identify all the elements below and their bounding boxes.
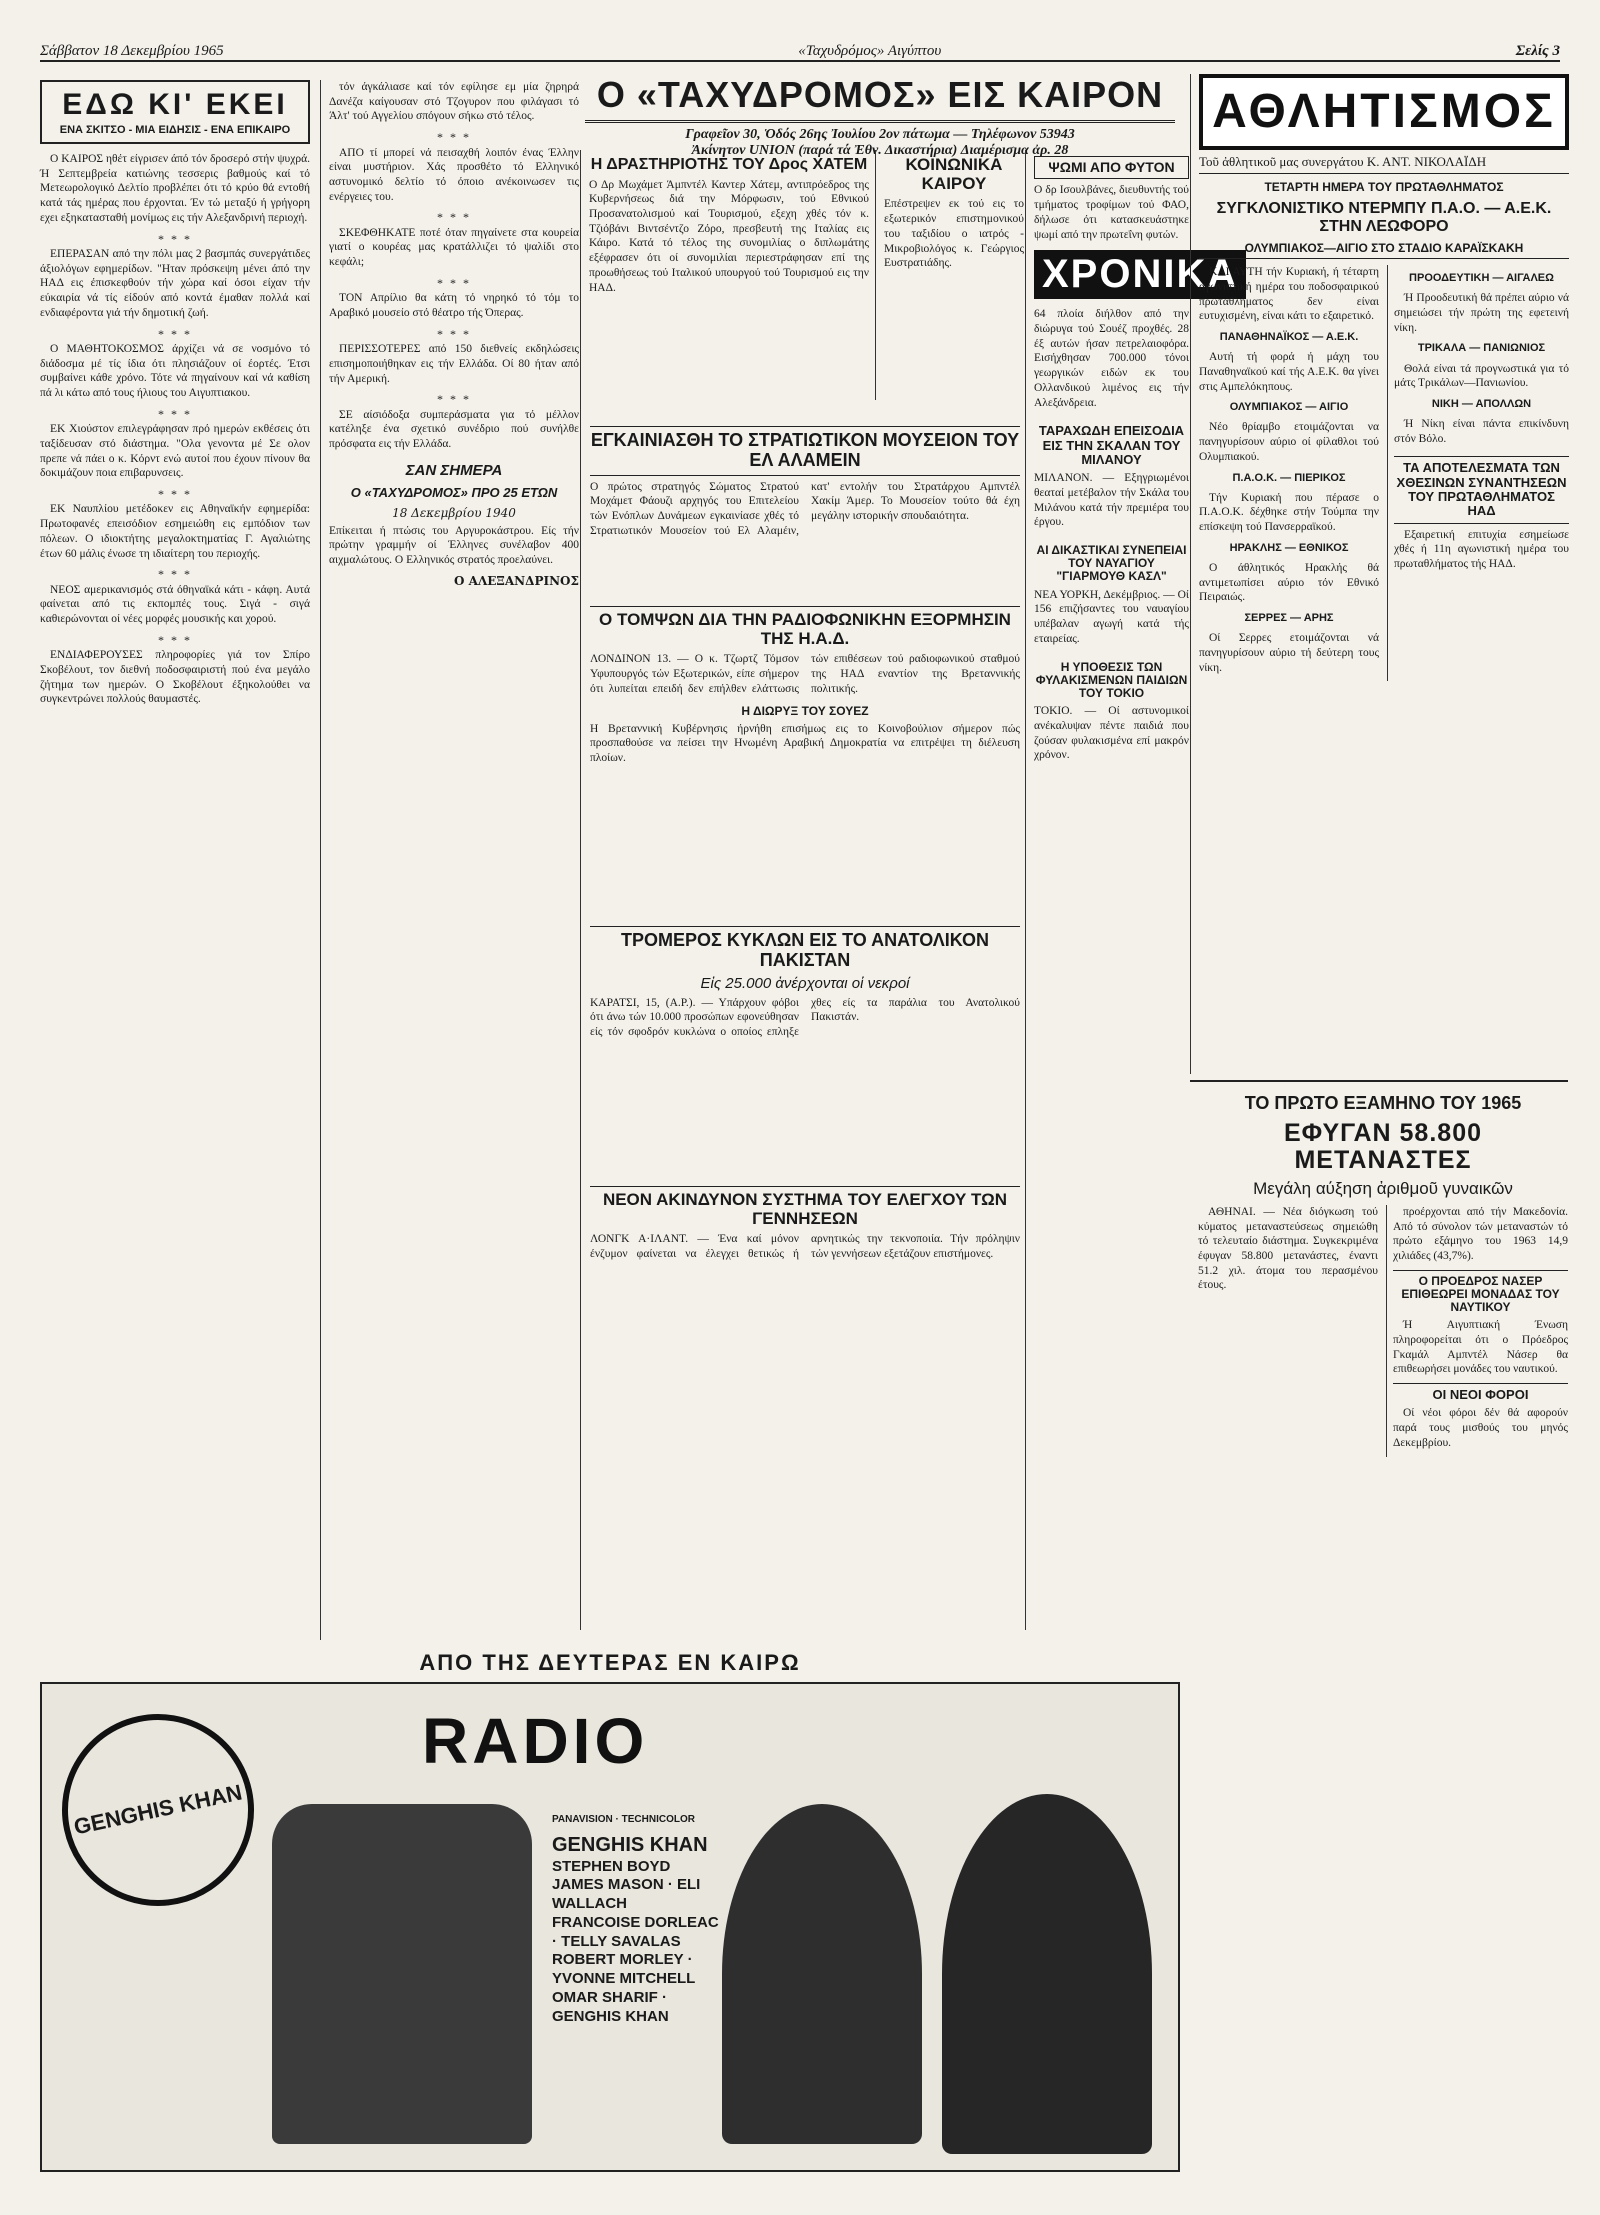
paragraph: προέρχονται από τήν Μακεδονία. Από τό σύνολον τών μεταναστών τό πρώτο εξάμηνο του 1963 14,9 χιλιάδες (43,7%).	[1393, 1205, 1568, 1262]
history-signature: Ο ΑΛΕΞΑΝΔΡΙΝΟΣ	[454, 573, 579, 588]
paragraph: ΝΕΟΣ αμερικανισμός στά όθηναϊκά κάτι - κάφη. Αυτά φαίνεται από τις εκπομπές τους. Σιγά - σιγά καθιερώνονται οί νέες μορφές μουσικής και χορού.	[40, 583, 310, 626]
poster-face	[722, 1804, 922, 2144]
middle-left-column: τόν άγκάλιασε καί τόν εφίλησε εμ μία ζηρηρά Δανέζα καίγουσαν στό Τζογυρον που φιλάγασι τό Άλτ' τού Αγγελίου σπόγουν σήκω στό τέλος. * * * ΑΠΟ τί μπορεί νά πεισαχθή λοιπόν ένας Έλλην είναι μυστήριον. Χάς προσθέτο τό Ελληνικό αστυνομικό δελτίο τό όποιο ανέκοινωσεν τις ενέργειες του. * * * ΣΚΕΦΘΗΚΑΤΕ ποτέ όταν πηγαίνετε στα κουρεία γιατί ο κουρέας μας κρατάλλιζει τό ψαλίδι στο κεφάλι; * * * ΤΟΝ Απρίλιο θα κάτη τό νηρηκό τό τόμ το Αραβικό μουσείο στό θέατρο τής Όπερας. * * * ΠΕΡΙΣΣΟΤΕΡΕΣ από 150 διεθνείς εκδηλώσεις επισημοποιήθηκαν εις τήν Ελλάδα. Οί 80 ήταν από τήν Αμερική. * * * ΣΕ αίσιόδοξα συμπεράσματα για τό μέλλον κατέληξε ένα σχετικό συνέδριο πού συνήλθε πρόσφατα εις τήν Ελλάδα. ΣΑΝ ΣΗΜΕΡΑ Ο «ΤΑΧΥΔΡΟΜΟΣ» ΠΡΟ 25 ΕΤΩΝ 18 Δεκεμβρίου 1940 Επίκειται ή πτώσις του Αργυροκάστρου. Είς τήν πρώτην γραμμήν οί Έλληνες συνέλαβον 400 αιχμαλώτους. Ο Ελληνικός στρατός προελαύνει. Ο ΑΛΕΞΑΝΔΡΙΝΟΣ	[320, 80, 579, 1640]
office-address-2: Ἀκίνητον UNION (παρά τά Ἐθν. Δικαστήρια) Διαμέρισμα ἀρ. 28	[691, 143, 1069, 158]
article-title: ΟΙ ΝΕΟΙ ΦΟΡΟΙ	[1393, 1383, 1568, 1402]
credit-line: STEPHEN BOYD	[552, 1857, 671, 1875]
section-subtitle: ΕΝΑ ΣΚΙΤΣΟ - ΜΙΑ ΕΙΔΗΣΙΣ - ΕΝΑ ΕΠΙΚΑΙΡΟ	[59, 124, 291, 136]
match-title: ΣΕΡΡΕΣ — ΑΡΗΣ	[1244, 612, 1334, 624]
center-column-b	[875, 150, 1024, 400]
article-title: ΑΙ ΔΙΚΑΣΤΙΚΑΙ ΣΥΝΕΠΕΙΑΙ ΤΟΥ ΝΑΥΑΓΙΟΥ "ΓΙΑΡΜΟΥΘ ΚΑΣΛ"	[1036, 543, 1187, 584]
article-text: Η Βρεταννική Κυβέρνησις ήρνήθη επισήμως εις το Κοινοβούλιον σήμερον πώς προσπαθούσε να πείσει την Ηνωμένη Αραβική Δημοκρατία να επιτρέψει τη διέλευση πλοίων.	[590, 722, 1020, 765]
history-date: 18 Δεκεμβρίου 1940	[392, 505, 516, 520]
article-title: Ο ΤΟΜΨΩΝ ΔΙΑ ΤΗΝ ΡΑΔΙΟΦΩΝΙΚΗΝ ΕΞΟΡΜΗΣΙΝ ΤΗΣ Η.Α.Δ.	[590, 606, 1020, 648]
paragraph: Ή Προοδευτική θά πρέπει αύριο νά σημειώσει τήν πρώτη της εφετεινή νίκη.	[1394, 292, 1569, 334]
paragraph: ΚΑΙ ΑΥΤΗ τήν Κυριακή, ή τέταρτη αγωνιστική ημέρα του ποδοσφαιρικού πρωταθλήματος δεν είναι ευτυχισμένη, είναι κάτι το εξαιρετικό.	[1199, 266, 1379, 323]
poster-face	[942, 1794, 1152, 2154]
paragraph: Θολά είναι τά προγνωστικά για τό μάτς Τρικάλων—Πανιωνίου.	[1394, 362, 1569, 390]
credit-line: ROBERT MORLEY · YVONNE MITCHELL	[552, 1951, 696, 1987]
paragraph: ΠΕΡΙΣΣΟΤΕΡΕΣ από 150 διεθνείς εκδηλώσεις επισημοποιήθηκαν εις τήν Ελλάδα. Οί 80 ήταν από τήν Αμερική.	[329, 343, 579, 385]
results-title: ΤΑ ΑΠΟΤΕΛΕΣΜΑΤΑ ΤΩΝ ΧΘΕΣΙΝΩΝ ΣΥΝΑΝΤΗΣΕΩΝ ΤΟΥ ΠΡΩΤΑΘΛΗΜΑΤΟΣ ΗΑΔ	[1394, 456, 1569, 523]
paragraph: ΕΚ Ναυπλίου μετέδοκεν εις Αθηναϊκήν εφημερίδα: Πρωτοφανές επεισόδιον εσημειώθη εις εμπόδιον των πόλεων. Ο ιδιοκτήτης μεγαλοκτηματίας Γ. Αγαλιώτης έτων 60 μάλις ένωσε τη ιδιαίτερη του περιοχής.	[40, 503, 310, 560]
article-text: Ο δρ Ισουλβάνες, διευθυντής τού τμήματος τροφίμων τού ΦΑΟ, δήλωσε ότι κατασκευάστηκε ψωμί από την πρωτεΐνη φυτών.	[1034, 184, 1189, 241]
credit-line: GENGHIS KHAN	[552, 1833, 708, 1856]
match-title: ΠΑΝΑΘΗΝΑΪΚΟΣ — Α.Ε.Κ.	[1219, 331, 1359, 344]
paragraph: Ο ΚΑΙΡΟΣ ηθέτ είγρισεν άπό τόν δροσερό στήν ψυχρά. Ή Σεπτεμβρεία κατιώνης τεσσερις βαθμούς καί τό Μετεωρολογικό Δελτίο προβλέπει ότι τό κρύο θά εντοθή κατά τάς ημέρας που έρχονται. Έν τώ μεταξύ ή γρήγορη εχει εξηκατασταθή μονίμως εις τήν Αλεξανδρινή περιοχή.	[40, 153, 310, 224]
paragraph: ΕΠΕΡΑΣΑΝ από την πόλι μας 2 βασμπάς συνεργάτιδες άξιολόγων εφημερίδων. "Ηταν πρόσκεψη μένει άπό την ΗΑΔ εις έπισκεφθούν τήν χώρα καί όσοι είχαν τήν εύκαιρία νά τίς είδούν από κοντά έμαθαν πολλά καί ενδιαφέροντα γιά τήν δημοτική ζωή.	[40, 247, 310, 319]
sports-main-headline: ΣΥΓΚΛΟΝΙΣΤΙΚΟ ΝΤΕΡΜΠΥ Π.Α.Ο. — Α.Ε.Κ. ΣΤΗΝ ΛΕΩΦΟΡΟ	[1216, 200, 1552, 235]
issue-date: Σάββατον 18 Δεκεμβρίου 1965	[40, 43, 224, 59]
page-number: Σελίς 3	[1515, 43, 1560, 59]
cinema-name: RADIO	[422, 1705, 649, 1777]
article-text: Ο Δρ Μωχάμετ Άμπντέλ Καντερ Χάτεμ, αντιπρόεδρος της Κυβερνήσεως διά την Μόρφωσιν, τού Εθνικού Προσανατολισμού καί Τουρισμού, εξεχη χθές τόν κ. Τζιόβάνι Βιντσέντζο Ζόρο, πρεσβευτή της Ιταλίας εις Κάιρο. Κατά τό τέλος της συνομιλίας ο διπλωμάτης εξέφρασεν ότι οί συνομιλίαι περιεστράφησαν επί της προωθήσεως τού Ιταλικού υπουργού τού Τουρισμού εις την ΗΑΔ.	[589, 178, 869, 294]
cyclone-article	[590, 920, 1020, 1170]
paragraph: ΑΘΗΝΑΙ. — Νέα διόγκωση τού κύματος μεταναστεύσεως σημειώθη τό τελευταίο διάστημα. Συγκεκριμένα έφυγαν 58.800 μετανάστες, έναντι 51.2 χιλ. άτομα του περασμένου έτους.	[1198, 1205, 1378, 1292]
film-tag: PANAVISION · TECHNICOLOR	[552, 1814, 695, 1825]
sports-day: ΤΕΤΑΡΤΗ ΗΜΕΡΑ ΤΟΥ ΠΡΩΤΑΘΛΗΜΑΤΟΣ	[1264, 180, 1504, 194]
article-title: ΤΑΡΑΧΩΔΗ ΕΠΕΙΣΟΔΙΑ ΕΙΣ ΤΗΝ ΣΚΑΛΑΝ ΤΟΥ ΜΙΛΑΝΟΥ	[1038, 423, 1185, 467]
article-text: ΤΟΚΙΟ. — Οί αστυνομικοί ανέκαλυψαν πέντε παιδιά που ζούσαν φυλακισμένα επί μακρόν χρόνον.	[1034, 705, 1189, 762]
credit-line: OMAR SHARIF · GENGHIS KHAN	[552, 1988, 669, 2025]
sports-section	[1190, 74, 1569, 1074]
paragraph: Οί νέοι φόροι δέν θά αφορούν παρά τους μισθούς του μηνός Δεκεμβρίου.	[1393, 1407, 1568, 1449]
emigrants-article	[1190, 1080, 1568, 2188]
section-title-box	[40, 80, 310, 144]
match-title: ΝΙΚΗ — ΑΠΟΛΛΩΝ	[1431, 397, 1532, 410]
film-logo: GENGHIS KHAN	[44, 1696, 272, 1924]
match-title: ΠΡΟΟΔΕΥΤΙΚΗ — ΑΙΓΑΛΕΩ	[1409, 272, 1554, 285]
article-title: Η ΥΠΟΘΕΣΙΣ ΤΩΝ ΦΥΛΑΚΙΣΜΕΝΩΝ ΠΑΙΔΙΩΝ ΤΟΥ ΤΟΚΙΟ	[1035, 659, 1188, 700]
history-title: ΣΑΝ ΣΗΜΕΡΑ	[405, 461, 503, 479]
article-title: ΝΕΟΝ ΑΚΙΝΔΥΝΟΝ ΣΥΣΤΗΜΑ ΤΟΥ ΕΛΕΓΧΟΥ ΤΩΝ ΓΕΝΝΗΣΕΩΝ	[590, 1186, 1020, 1228]
article-text: ΜΙΛΑΝΟΝ. — Εξηγριωμένοι θεαταί μετέβαλον τήν Σκάλα του Μιλάνου κατά τήν πρεμιέρα του έργου.	[1034, 472, 1189, 529]
page-masthead	[40, 38, 1560, 62]
poster-figures	[272, 1804, 532, 2144]
article-subtitle: Μεγάλη αύξηση ἀριθμοῦ γυναικῶν	[1253, 1178, 1513, 1198]
paragraph: Αυτή τή φορά ή μάχη του Παναθηναϊκού καί τής Α.Ε.Κ. θα γίνει στις Αμπελόκηπους.	[1199, 351, 1379, 393]
office-address: Γραφεῖον 30, Ὁδός 26ης Ἰουλίου 2ον πάτωμα — Τηλέφωνον 53943	[685, 127, 1075, 142]
article-text: ΛΟΝΔΙΝΟΝ 13. — Ο κ. Τζωρτζ Τόμσον Υφυπουργός τών Εξωτερικών, είπε σήμερον ότι λυπείται επειδή δεν επήλθεν ελάττωσις τών επιθέσεων τού ραδιοφωνικού σταθμού της ΗΑΔ εναντίον της Βρεταννικής πολιτικής.	[590, 653, 1020, 695]
center-header	[585, 74, 1175, 159]
match-title: Π.Α.Ο.Κ. — ΠΙΕΡΙΚΟΣ	[1232, 471, 1346, 484]
article-text: Ο πρώτος στρατηγός Σώματος Στρατού Μοχάμετ Φάουζι αρχηγός του Επιτελείου τών Ενόπλων Δυνάμεων εγκαινίασε χθές τό Στρατιωτικόν Μουσείον τού Ελ Αλαμέιν, κατ' εντολήν του Στρατάρχου Αμπντέλ Χακίμ Άμερ. Το Μουσείον τούτο θά έχη μεγάλην ιστορικήν σπουδαιότητα.	[590, 480, 1020, 537]
match-title: ΗΡΑΚΛΗΣ — ΕΘΝΙΚΟΣ	[1229, 541, 1349, 554]
chronicle-banner: ΧΡΟΝΙΚΑ	[1034, 250, 1246, 299]
film-credits	[552, 1814, 722, 2026]
museum-article	[590, 420, 1020, 580]
article-title: Ο ΠΡΟΕΔΡΟΣ ΝΑΣΕΡ ΕΠΙΘΕΩΡΕΙ ΜΟΝΑΔΑΣ ΤΟΥ ΝΑΥΤΙΚΟΥ	[1393, 1270, 1568, 1315]
sports-subheadline: ΟΛΥΜΠΙΑΚΟΣ—ΑΙΓΙΟ ΣΤΟ ΣΤΑΔΙΟ ΚΑΡΑΪΣΚΑΚΗ	[1199, 241, 1569, 259]
paragraph: ΑΠΟ τί μπορεί νά πεισαχθή λοιπόν ένας Έλλην είναι μυστήριον. Χάς προσθέτο τό Ελληνικό αστυνομικό δελτίο τό όποιο ανέκοινωσεν τις ενέργειες του.	[329, 146, 579, 203]
film-cast	[42, 1684, 43, 1685]
left-articles: Ο ΚΑΙΡΟΣ ηθέτ είγρισεν άπό τόν δροσερό στήν ψυχρά. Ή Σεπτεμβρεία κατιώνης τεσσερις βαθμούς καί τό Μετεωρολογικό Δελτίο προβλέπει ότι τό κρύο θά εντοθή κατά τάς ημέρας που έρχονται. Έν τώ μεταξύ ή γρήγορη εχει εξηκατασταθή μονίμως εις τήν Αλεξανδρινή περιοχή. * * * ΕΠΕΡΑΣΑΝ από την πόλι μας 2 βασμπάς συνεργάτιδες άξιολόγων εφημερίδων. "Ηταν πρόσκεψη μένει άπό την ΗΑΔ εις έπισκεφθούν τήν χώρα καί όσοι είχαν τήν εύκαιρία νά τίς είδούν από κοντά έμαθαν πολλά καί ενδιαφέροντα γιά τήν δημοτική ζωή. * * * Ο ΜΑΘΗΤΟΚΟΣΜΟΣ άρχίζει νά σε νοσμόνο τό διάδοσμα μέ τίς ίδια ότι πλησιάζουν οί έορτές. Έτσι συμβαίνει κάθε χρόνο. Τότε νά πηγαίνουν καί νά καθίση πά λι κάτω από τους ήλιους του Αιγυπτιακου. * * * ΕΚ Χιούστον επιλεγράφησαν πρό ημερών εκθέσεις ότι ταξίδευσαν στό διάστημα. "Ολα γενοντα μέ Σε ολον πρεπε νά πάει ο κ. Κόρντ ενώ αυτοί που έχουν πίνουν θα δοκιμάζουν ποια επιβαρυνσεις. * * * ΕΚ Ναυπλίου μετέδοκεν εις Αθηναϊκήν εφημερίδα: Πρωτοφανές επεισόδιον εσημειώθη εις εμπόδιον των πόλεων. Ο ιδιοκτήτης μεγαλοκτηματίας Γ. Αγαλιώτης έτων 60 μάλις ένωσε τη ιδιαίτερη του περιοχής. * * * ΝΕΟΣ αμερικανισμός στά όθηναϊκά κάτι - κάφη. Αυτά φαίνεται από τις εκπομπές τους. Σιγά - σιγά καθιερώνονται οί νέες μορφές μουσικής και χορού. * * * ΕΝΔΙΑΦΕΡΟΥΣΕΣ πληροφορίες γιά τον Σπίρο Σκοβέλουτ, τον διεθνή ποδοσφαιριστή πού ένα μεγάλο ζήτημα των ημερών. Ο Σκοβέλουτ έξηκολούθει να συγκεντρώνει πολλούς θαυμαστές.	[40, 153, 310, 706]
center-title: Ο «ΤΑΧΥΔΡΟΜΟΣ» ΕΙΣ ΚΑΙΡΟΝ	[585, 74, 1175, 123]
paragraph: ΕΚ Χιούστον επιλεγράφησαν πρό ημερών εκθέσεις ότι ταξίδευσαν στό διάστημα. "Ολα γενοντα μέ Σε ολον πρεπε νά πάει ο κ. Κόρντ ενώ αυτοί που έχουν πίνουν θα δοκιμάζουν ποια επιβαρυνσεις.	[40, 423, 310, 480]
history-box	[329, 462, 579, 588]
sports-byline: Τοῦ ἀθλητικοῦ μας συνεργάτου Κ. ΑΝΤ. ΝΙΚΟΛΑΪΔΗ	[1199, 154, 1569, 174]
paragraph: Ο άθλητικός Ηρακλής θά αντιμετωπίσει αύριο τόν Εθνικό Πειραιώς.	[1199, 561, 1379, 604]
article-title: ΤΡΟΜΕΡΟΣ ΚΥΚΛΩΝ ΕΙΣ ΤΟ ΑΝΑΤΟΛΙΚΟΝ ΠΑΚΙΣΤΑΝ	[590, 926, 1020, 971]
paragraph: ΤΟΝ Απρίλιο θα κάτη τό νηρηκό τό τόμ το Αραβικό μουσείο στό θέατρο τής Όπερας.	[329, 292, 579, 319]
paragraph: ΣΚΕΦΘΗΚΑΤΕ ποτέ όταν πηγαίνετε στα κουρεία γιατί ο κουρέας μας κρατάλλιζει τό ψαλίδι στο κεφάλι;	[329, 226, 579, 269]
article-text: Επέστρεψεν εκ τού εις το εξωτερικόν επιστημονικού του ταξιδίου ο ιατρός - Μικροβιολόγος κ. Γεώργιος Ευστρατιάδης.	[884, 198, 1024, 270]
article-title: ΕΓΚΑΙΝΙΑΣΘΗ ΤΟ ΣΤΡΑΤΙΩΤΙΚΟΝ ΜΟΥΣΕΙΟΝ ΤΟΥ ΕΛ ΑΛΑΜΕΙΝ	[590, 426, 1020, 476]
history-text: Επίκειται ή πτώσις του Αργυροκάστρου. Είς τήν πρώτην γραμμήν οί Έλληνες συνέλαβον 400 αιχμαλώτους. Ο Ελληνικός στρατός προελαύνει.	[329, 524, 579, 567]
paragraph: Τήν Κυριακή που πέρασε ο Π.Α.Ο.Κ. δέχθηκε στήν Τούμπα την επίσκεψη τού Πανσερραϊκού.	[1199, 491, 1379, 534]
thomson-article	[590, 600, 1020, 900]
match-title: ΟΛΥΜΠΙΑΚΟΣ — ΑΙΓΙΟ	[1229, 401, 1349, 414]
birth-control-article	[590, 1180, 1020, 1630]
article-text: ΝΕΑ ΥΟΡΚΗ, Δεκέμβριος. — Οί 156 επιζήσαντες του ναυαγίου υπέβαλαν αγωγή κατά τής εταιρείας.	[1034, 588, 1189, 645]
article-text: ΚΑΡΑΤΣΙ, 15, (Α.Ρ.). — Υπάρχουν φόβοι ότι άνω τών 10.000 προσώπων εφονεύθησαν είς τόν σφοδρόν κυκλώνα ο οποίος επληξε χθες είς τα παράλια του Ανατολικού Πακιστάν.	[590, 996, 1020, 1039]
article-subtitle: Εἰς 25.000 ἀνέρχονται οἱ νεκροί	[700, 974, 910, 992]
section-title: ΕΔΩ ΚΙ' ΕΚΕΙ	[62, 88, 288, 121]
article-title: ΕΦΥΓΑΝ 58.800 ΜΕΤΑΝΑΣΤΕΣ	[1284, 1118, 1482, 1175]
article-title: ΨΩΜΙ ΑΠΟ ΦΥΤΟΝ	[1034, 156, 1189, 179]
article-pretitle: ΤΟ ΠΡΩΤΟ ΕΞΑΜΗΝΟ ΤΟΥ 1965	[1244, 1093, 1522, 1113]
paragraph: Οί Σερρες ετοιμάζονται νά πανηγυρίσουν αύριο τή δεύτερη τους νίκη.	[1199, 632, 1379, 674]
credit-line: JAMES MASON · ELI WALLACH	[552, 1876, 701, 1912]
history-subtitle: Ο «ΤΑΧΥΔΡΟΜΟΣ» ΠΡΟ 25 ΕΤΩΝ	[350, 484, 558, 500]
paragraph: Εξαιρετική επιτυχία εσημείωσε χθές ή 11η αγωνιστική ημέρα του πρωταθλήματος τής ΗΑΔ.	[1394, 528, 1569, 571]
paragraph: Ή Αιγυπτιακή Ένωση πληροφορείται ότι ο Πρόεδρος Γκαμάλ Αμπντέλ Νάσερ θα επιθεωρήσει μονάδες του ναυτικού.	[1393, 1319, 1568, 1376]
match-title: ΤΡΙΚΑΛΑ — ΠΑΝΙΩΝΙΟΣ	[1417, 342, 1546, 355]
paragraph: Ή Νίκη είναι πάντα επικίνδυνη στόν Βόλο.	[1394, 418, 1569, 445]
article-title: Η ΔΙΩΡΥΞ ΤΟΥ ΣΟΥΕΖ	[741, 703, 869, 718]
article-title: Η ΔΡΑΣΤΗΡΙΟΤΗΣ ΤΟΥ Δρος ΧΑΤΕΜ	[590, 156, 868, 173]
credit-line: FRANCOISE DORLEAC · TELLY SAVALAS	[552, 1913, 719, 1950]
paragraph: ΕΝΔΙΑΦΕΡΟΥΣΕΣ πληροφορίες γιά τον Σπίρο Σκοβέλουτ, τον διεθνή ποδοσφαιριστή πού ένα μεγάλο ζήτημα των ημερών. Ο Σκοβέλουτ έξηκολούθει να συγκεντρώνει πολλούς θαυμαστές.	[40, 649, 310, 706]
cinema-advert	[40, 1650, 1180, 2195]
paragraph: τόν άγκάλιασε καί τόν εφίλησε εμ μία ζηρηρά Δανέζα καίγουσαν στό Τζογυρον που φιλάγασι τό Άλτ' τού Αγγελίου σπόγουν σήκω στό τέλος.	[329, 81, 579, 123]
paragraph: Ο ΜΑΘΗΤΟΚΟΣΜΟΣ άρχίζει νά σε νοσμόνο τό διάδοσμα μέ τίς ίδια ότι πλησιάζουν οί έορτές. Έτσι συμβαίνει κάθε χρόνο. Τότε νά πηγαίνουν καί νά καθίση πά λι κάτω από τους ήλιους του Αιγυπτιακου.	[40, 342, 310, 400]
article-text: 64 πλοία διήλθον από την διώρυγα τού Σουέζ προχθές. 28 έξ αυτών ήσαν πετρελαιοφόρα. Εισήχθησαν 700.000 τόνοι γεωργικών ειδών εκ του Ολλανδικού λιμένος εις τήν Αλεξάνδρεια.	[1034, 308, 1189, 409]
center-column-c	[1025, 150, 1239, 1630]
advert-header: ΑΠΟ ΤΗΣ ΔΕΥΤΕΡΑΣ ΕΝ ΚΑΙΡΩ	[419, 1650, 801, 1675]
paper-name: «Ταχυδρόμος» Αιγύπτου	[798, 43, 942, 59]
article-title: ΚΟΙΝΩΝΙΚΑ ΚΑΙΡΟΥ	[905, 155, 1003, 193]
article-text: ΛΟΝΓΚ Α·ΙΛΑΝΤ. — Ένα καί μόνον ένζυμον φαίνεται να έλεγχει θετικώς ή αρνητικώς την τεκνοποιία. Τήν πρόληψιν τών γεννήσεων εξετάζουν επιστήμονες.	[590, 1233, 1020, 1261]
paragraph: Νέο θρίαμβο ετοιμάζονται να πανηγυρίσουν αύριο οί φίλαθλοι τού Ολυμπιακού.	[1199, 421, 1379, 463]
paragraph: ΣΕ αίσιόδοξα συμπεράσματα για τό μέλλον κατέληξε ένα σχετικό συνέδριο πού συνήλθε πρόσφατα εις τήν Ελλάδα.	[329, 408, 579, 451]
sports-header: ΑΘΛΗΤΙΣΜΟΣ	[1199, 74, 1569, 150]
